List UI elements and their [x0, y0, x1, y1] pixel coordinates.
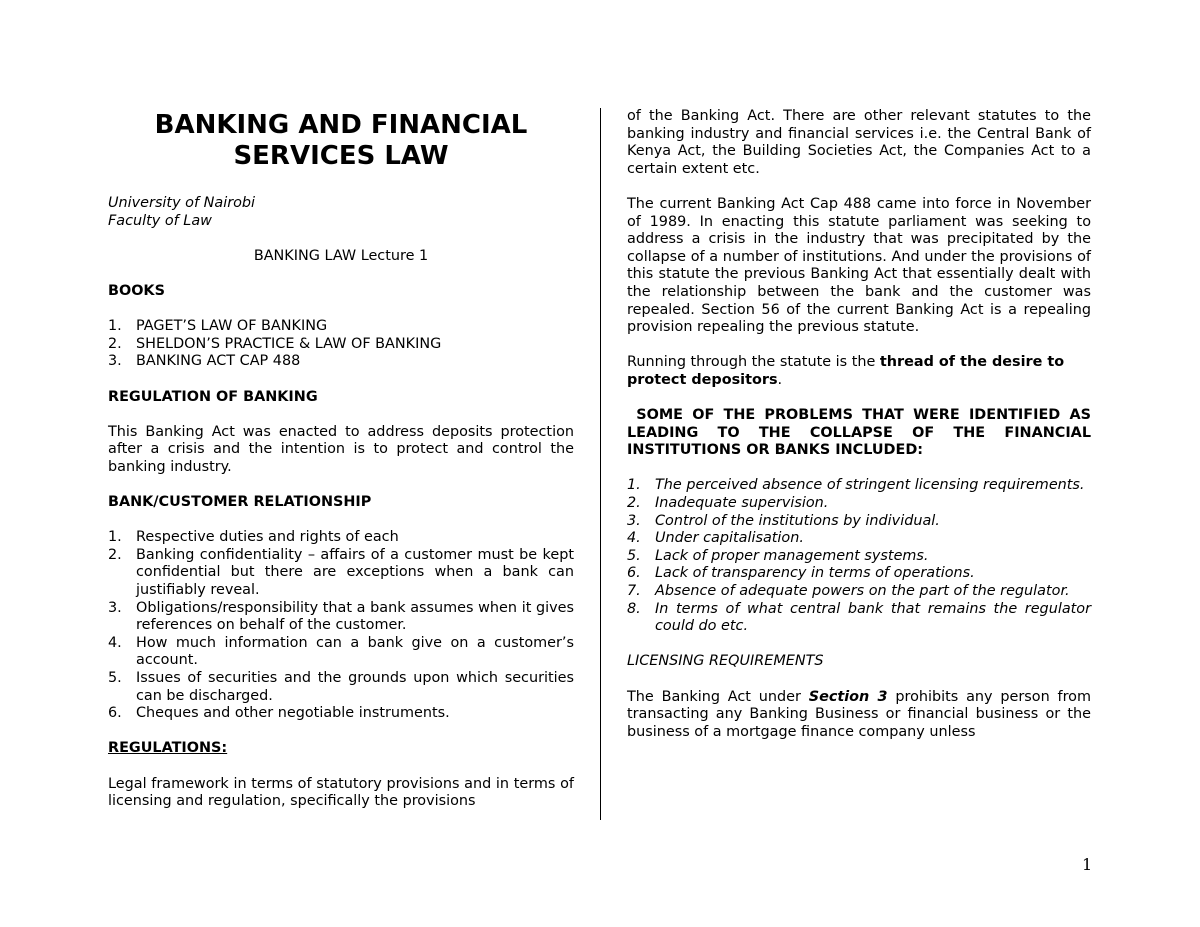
- list-text: Lack of proper management systems.: [655, 547, 929, 564]
- column-divider: [600, 108, 601, 820]
- list-item: [108, 547, 574, 600]
- list-number: 4.: [108, 634, 122, 651]
- list-text: How much information can a bank give on a customer’s account.: [136, 634, 574, 669]
- books-heading: BOOKS: [108, 282, 165, 299]
- list-number: 1.: [108, 318, 122, 335]
- relationship-list: [108, 529, 574, 723]
- list-item: [627, 495, 1091, 513]
- list-item: [627, 565, 1091, 583]
- list-text: Under capitalisation.: [655, 530, 804, 547]
- regulations-heading: REGULATIONS:: [108, 740, 228, 757]
- list-item: [627, 477, 1091, 495]
- list-text: Cheques and other negotiable instruments.: [136, 705, 450, 722]
- list-number: 3.: [108, 599, 122, 616]
- document-title: [108, 110, 574, 172]
- list-item: [108, 705, 574, 723]
- licensing-suffix: prohibits any person from transacting any Banking Business or financial business or the business of a mortgage finance company unless: [627, 688, 1091, 740]
- list-text: Inadequate supervision.: [655, 495, 829, 512]
- list-text: Lack of transparency in terms of operations.: [655, 565, 975, 582]
- list-text: Respective duties and rights of each: [136, 529, 399, 546]
- list-item: [108, 529, 574, 547]
- regulation-heading: REGULATION OF BANKING: [108, 388, 318, 405]
- depositors-emphasis: thread of the desire to protect depositors: [627, 354, 1065, 388]
- list-number: 5.: [627, 547, 641, 564]
- list-number: 5.: [108, 670, 122, 687]
- lecture-title: BANKING LAW Lecture 1: [253, 247, 429, 264]
- relationship-heading: BANK/CUSTOMER RELATIONSHIP: [108, 494, 372, 511]
- regulation-paragraph: This Banking Act was enacted to address deposits protection after a crisis and the intention is to protect and control the banking industry.: [108, 423, 574, 475]
- list-text: Control of the institutions by individual.: [655, 512, 940, 529]
- list-text: SHELDON’S PRACTICE & LAW OF BANKING: [136, 335, 442, 352]
- licensing-heading: LICENSING REQUIREMENTS: [627, 653, 824, 670]
- page-number: 1: [1082, 855, 1093, 874]
- regulations-paragraph: Legal framework in terms of statutory provisions and in terms of licensing and regulation, specifically the provisions: [108, 775, 574, 810]
- list-number: 1.: [627, 477, 641, 494]
- faculty-name: Faculty of Law: [108, 212, 212, 229]
- list-item: [627, 583, 1091, 601]
- list-item: [108, 336, 574, 354]
- left-column: [108, 108, 574, 828]
- depositors-suffix: .: [777, 371, 783, 388]
- list-number: 4.: [627, 530, 641, 547]
- right-column: [627, 108, 1097, 759]
- books-list: [108, 318, 574, 371]
- list-item: [627, 513, 1091, 531]
- list-number: 3.: [627, 512, 641, 529]
- list-text: Absence of adequate powers on the part of the regulator.: [655, 583, 1070, 600]
- title-line-2: SERVICES LAW: [233, 141, 449, 171]
- list-text: Issues of securities and the grounds upon which securities can be discharged.: [136, 670, 574, 704]
- list-text: Obligations/responsibility that a bank assumes when it gives references on behalf of the customer.: [136, 599, 574, 634]
- licensing-prefix: The Banking Act under: [627, 688, 809, 705]
- list-text: PAGET’S LAW OF BANKING: [136, 318, 328, 335]
- statutes-paragraph: of the Banking Act. There are other relevant statutes to the banking industry and financial services i.e. the Central Bank of Kenya Act, the Building Societies Act, the Companies Act to a certain extent etc.: [627, 108, 1091, 177]
- list-item: [108, 670, 574, 705]
- licensing-section: Section 3: [808, 688, 888, 705]
- list-item: [108, 318, 574, 336]
- list-number: 6.: [108, 705, 122, 722]
- problems-heading: SOME OF THE PROBLEMS THAT WERE IDENTIFIED AS LEADING TO THE COLLAPSE OF THE FINANCIAL INSTITUTIONS OR BANKS INCLUDED:: [627, 407, 1097, 459]
- list-number: 2.: [108, 335, 122, 352]
- depositors-paragraph: [627, 354, 1091, 389]
- list-number: 2.: [108, 546, 122, 563]
- list-item: [627, 601, 1091, 636]
- university-name: University of Nairobi: [108, 195, 256, 211]
- title-line-1: BANKING AND FINANCIAL: [154, 110, 528, 140]
- list-number: 6.: [627, 565, 641, 582]
- depositors-prefix: Running through the statute is the: [627, 354, 880, 371]
- list-item: [108, 600, 574, 635]
- list-item: [627, 548, 1091, 566]
- list-number: 8.: [627, 600, 641, 617]
- licensing-paragraph: [627, 689, 1091, 742]
- list-text: In terms of what central bank that remains the regulator could do etc.: [655, 600, 1091, 635]
- list-text: The perceived absence of stringent licensing requirements.: [655, 477, 1085, 494]
- list-item: [108, 635, 574, 670]
- list-text: Banking confidentiality – affairs of a customer must be kept confidential but there are exceptions when a bank can justifiably reveal.: [136, 546, 574, 599]
- banking-act-paragraph: The current Banking Act Cap 488 came into force in November of 1989. In enacting this statute parliament was seeking to address a crisis in the industry that was precipitated by the collapse of a number of institutions. And under the provisions of this statute the previous Banking Act that essentially dealt with the relationship between the bank and the customer was repealed. Section 56 of the current Banking Act is a repealing provision repealing the previous statute.: [627, 195, 1091, 336]
- problems-list: [627, 477, 1091, 635]
- list-number: 7.: [627, 583, 641, 600]
- list-text: BANKING ACT CAP 488: [136, 353, 301, 370]
- list-number: 2.: [627, 495, 641, 512]
- list-item: [627, 530, 1091, 548]
- list-number: 1.: [108, 529, 122, 546]
- list-item: [108, 353, 574, 371]
- list-number: 3.: [108, 353, 122, 370]
